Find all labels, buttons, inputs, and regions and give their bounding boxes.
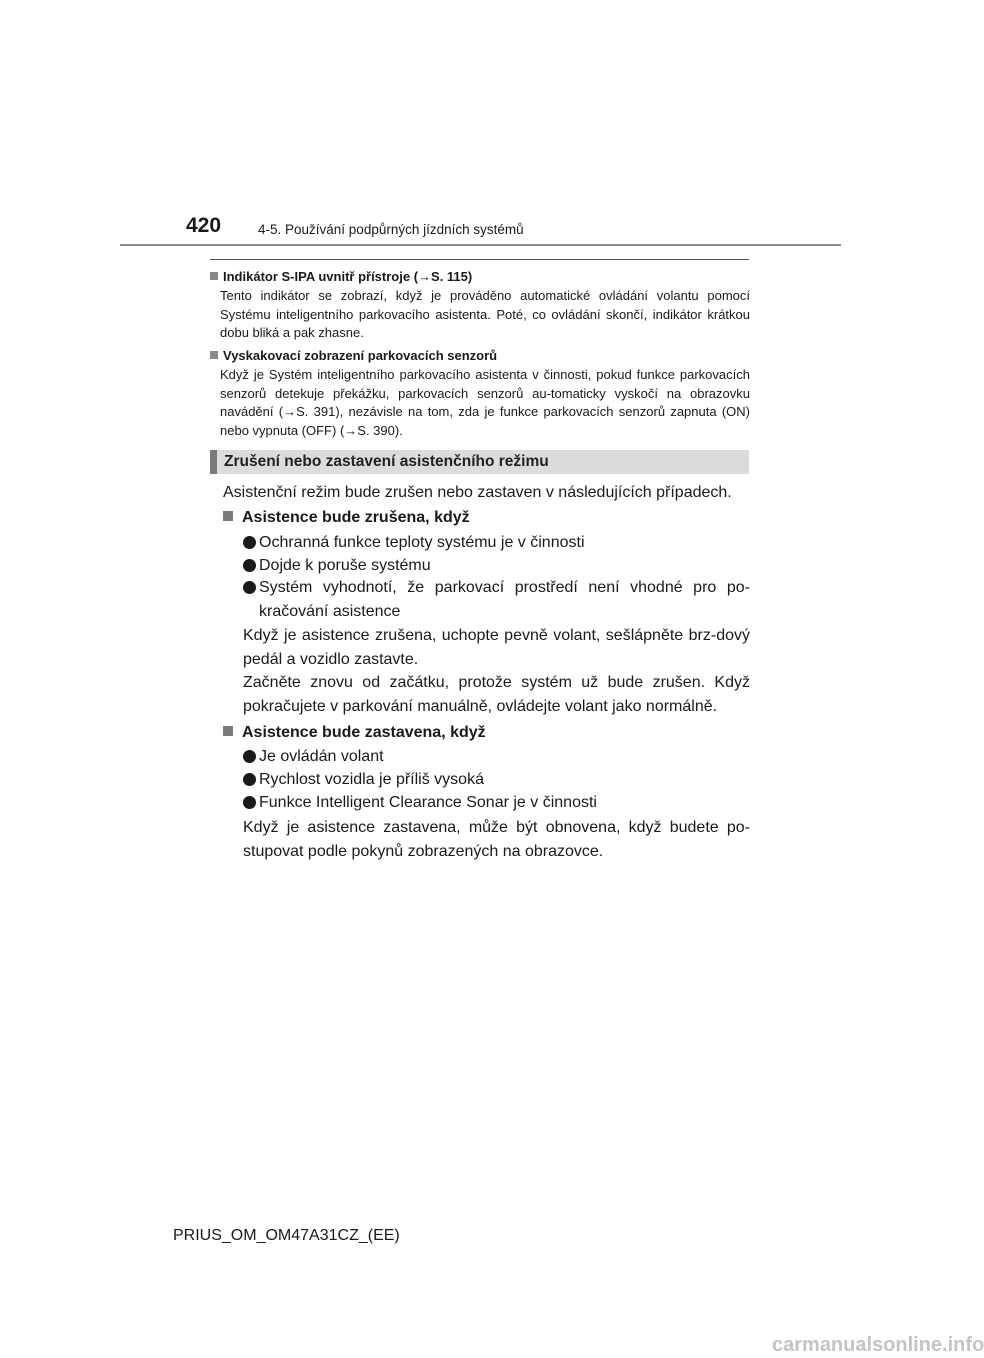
- list-item: Je ovládán volant: [243, 745, 750, 769]
- cancel-paragraph: Začněte znovu od začátku, protože systém už bude zrušen. Když pokračujete v parkování manuálně, ovládejte volant jako normálně.: [243, 674, 750, 715]
- intro-paragraph: Asistenční režim bude zrušen nebo zastaven v následujících případech.: [223, 484, 732, 501]
- bullet-dot-icon: [243, 796, 256, 809]
- stop-paragraph: Když je asistence zastavena, může být obnovena, když budete po-stupovat podle pokynů zobrazených na obrazovce.: [243, 819, 750, 860]
- bullet-dot-icon: [243, 581, 256, 594]
- banner-title: Zrušení nebo zastavení asistenčního režimu: [224, 453, 549, 470]
- header-divider: [120, 244, 841, 246]
- section-banner: [210, 450, 749, 474]
- square-bullet-icon: [223, 511, 233, 521]
- bullet-dot-icon: [243, 536, 256, 549]
- list-item: Systém vyhodnotí, že parkovací prostředí není vhodné pro po-kračování asistence: [243, 576, 750, 623]
- square-bullet-icon: [210, 272, 218, 280]
- list-item: Funkce Intelligent Clearance Sonar je v činnosti: [243, 791, 750, 815]
- square-bullet-icon: [223, 726, 233, 736]
- cancel-heading: Asistence bude zrušena, když: [223, 507, 750, 529]
- cancel-paragraph: Když je asistence zrušena, uchopte pevně volant, sešlápněte brz-dový pedál a vozidlo zastavte.: [243, 627, 750, 668]
- info-section-indicator: [210, 268, 750, 343]
- info-heading: Vyskakovací zobrazení parkovacích senzorů: [210, 347, 750, 364]
- page-number: 420: [186, 214, 222, 237]
- bullet-dot-icon: [243, 559, 256, 572]
- square-bullet-icon: [210, 351, 218, 359]
- bullet-dot-icon: [243, 773, 256, 786]
- chapter-title: 4-5. Používání podpůrných jízdních systémů: [258, 222, 524, 237]
- list-item: Dojde k poruše systému: [243, 554, 750, 578]
- bullet-dot-icon: [243, 750, 256, 763]
- watermark: carmanualsonline.info: [772, 1334, 984, 1356]
- list-item: Ochranná funkce teploty systému je v činnosti: [243, 531, 750, 555]
- info-body: Tento indikátor se zobrazí, když je prováděno automatické ovládání volantu pomocí Systému inteligentního parkovacího asistenta. Poté, co ovládání skončí, indikátor krátkou dobu bliká a pak zhasne.: [220, 288, 750, 340]
- info-section-popup: [210, 347, 750, 440]
- stop-heading: Asistence bude zastavena, když: [223, 722, 750, 744]
- banner-accent-bar: [210, 450, 217, 474]
- section-top-divider: [210, 259, 749, 260]
- list-item: Rychlost vozidla je příliš vysoká: [243, 768, 750, 792]
- document-code: PRIUS_OM_OM47A31CZ_(EE): [173, 1227, 400, 1244]
- info-body: Když je Systém inteligentního parkovacího asistenta v činnosti, pokud funkce parkovacích senzorů detekuje překážku, parkovacích senzorů au-tomaticky vyskočí na obrazovku navádění (→S. 391), nezávisle na tom, zda je funkce parkovacích senzorů zapnuta (ON) nebo vypnuta (OFF) (→S. 390).: [220, 367, 750, 438]
- info-heading: Indikátor S-IPA uvnitř přístroje (→S. 115): [210, 268, 750, 285]
